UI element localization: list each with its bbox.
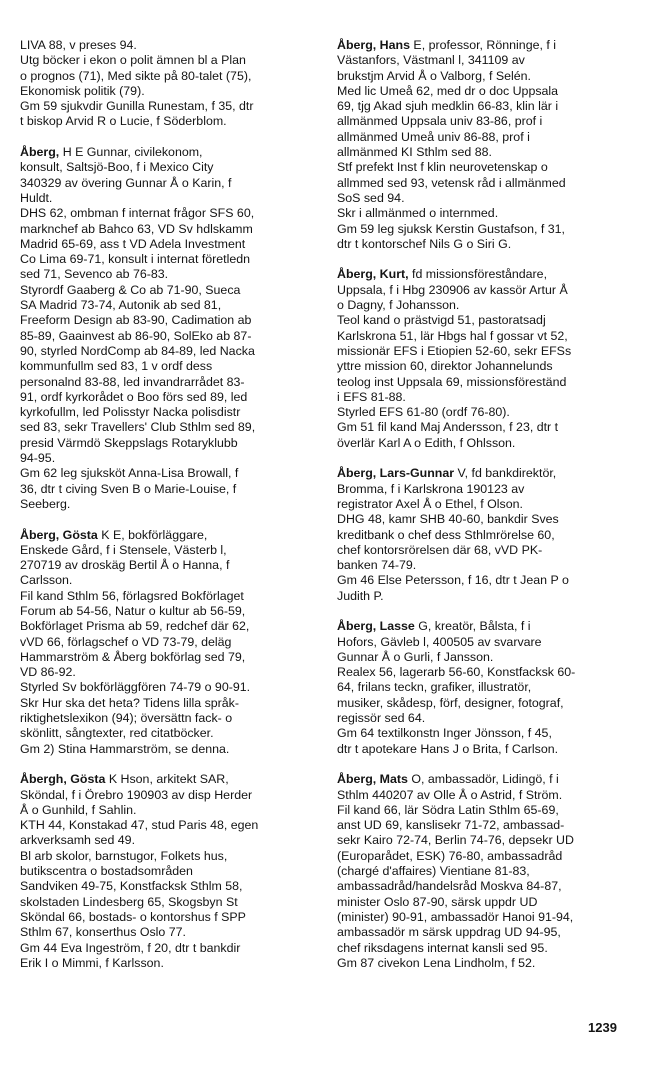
- person-name: Åberg, Lars-Gunnar: [337, 466, 455, 481]
- entry-heading: [337, 38, 633, 84]
- entry-paragraph: LIVA 88, v preses 94. Utg böcker i ekon o polit ämnen bl a Plan o prognos (71), Med sikte på 80-talet (75), Ekonomisk politik (79).: [20, 38, 252, 98]
- entry-paragraph: DHG 48, kamr SHB 40-60, bankdir Sves kreditbank o chef dess Sthlmrörelse 60, chef kontorsrörelsen där 68, vVD PK- banken 74-79.: [337, 512, 559, 573]
- entry-paragraph: Skr i allmänmed o internmed.: [337, 206, 499, 221]
- entry-paragraph: KTH 44, Konstakad 47, stud Paris 48, egen arkverksamh sed 49.: [20, 818, 259, 848]
- entry-paragraph: Teol kand o prästvigd 51, pastoratsadj Karlskrona 51, lär Hbgs hal f gossar vt 52, missionär EFS i Etiopien 52-60, sekr EFSs yttre mission 60, direktor Johannelunds teolog inst Uppsala 69, missionsföreständ i EFS 81-88.: [337, 313, 572, 404]
- biography-entry: [20, 145, 316, 512]
- person-name: Åberg,: [20, 145, 60, 160]
- biography-entry: [337, 619, 633, 757]
- entry-intro: G, kreatör, Bålsta, f i Hofors, Gävleb l, 400505 av svarvare Gunnar Å o Gurli, f Jansson.: [337, 619, 542, 664]
- entry-paragraph: Gm 44 Eva Ingeström, f 20, dtr t bankdir Erik I o Mimmi, f Karlsson.: [20, 940, 241, 970]
- entry-heading: [337, 772, 633, 803]
- person-name: Åberg, Hans: [337, 38, 410, 52]
- entry-paragraph: Fil kand 66, lär Södra Latin Sthlm 65-69, anst UD 69, kanslisekr 71-72, ambassad- sekr Kairo 72-74, Berlin 74-76, depsekr UD (Europarådet, ESK) 76-80, ambassadråd (chargé d'affaires) Vientiane 81-83, ambassadråd/handelsråd Moskva 84-87, minister Oslo 87-90, särsk uppdr UD (minister) 90-91, ambassadör Hanoi 91-94, ambassadör m särsk uppdrag UD 94-95, chef riksdagens internat kansli sed 95.: [337, 802, 574, 955]
- entry-paragraph: Gm 62 leg sjuksköt Anna-Lisa Browall, f 36, dtr t civing Sven B o Marie-Louise, f Seeberg.: [20, 466, 239, 511]
- entry-intro: K Hson, arkitekt SAR, Sköndal, f i Örebro 190903 av disp Herder Å o Gunhild, f Sahlin.: [20, 772, 253, 817]
- biography-entry: [337, 772, 633, 971]
- entry-intro: K E, bokförläggare, Enskede Gård, f i Stensele, Västerb l, 270719 av droskäg Bertil Å o Hanna, f Carlsson.: [20, 527, 230, 588]
- entry-paragraph: Gm 2) Stina Hammarström, se denna.: [20, 741, 230, 756]
- entry-paragraph: Gm 59 leg sjuksk Kerstin Gustafson, f 31, dtr t kontorschef Nils G o Siri G.: [337, 221, 565, 251]
- right-column: [337, 38, 633, 986]
- entry-paragraph: Gm 51 fil kand Maj Andersson, f 23, dtr t överlär Karl A o Edith, f Ohlsson.: [337, 420, 559, 450]
- entry-paragraph: Stf prefekt Inst f klin neurovetenskap o allmmed sed 93, vetensk råd i allmänmed SoS sed 94.: [337, 160, 566, 205]
- biography-entry: [337, 267, 633, 451]
- entry-intro: fd missionsföreståndare, Uppsala, f i Hbg 230906 av kassör Artur Å o Dagny, f Johansson.: [337, 267, 568, 313]
- left-column: [20, 38, 316, 986]
- person-name: Åbergh, Gösta: [20, 772, 106, 787]
- entry-intro: E, professor, Rönninge, f i Västanfors, Västmanl l, 341109 av brukstjm Arvid Å o Valborg, f Selén.: [337, 38, 556, 83]
- entry-intro: H E Gunnar, civilekonom, konsult, Saltsjö-Boo, f i Mexico City 340329 av övering Gunnar Å o Karin, f Huldt.: [20, 145, 232, 205]
- entry-paragraph: Styrordf Gaaberg & Co ab 71-90, Sueca SA Madrid 73-74, Autonik ab sed 81, Freeform Design ab 83-90, Cadimation ab 85-89, Gaainvest ab 86-90, SolEko ab 87- 90, styrled NordComp ab 84-89, led Nacka kommunfullm sed 83, 1 v ordf dess personalnd 83-88, led invandrarrådet 83- 91, ordf kyrkorådet o Boo förs sed 89, led kyrkofullm, led Polisstyr Nacka polisdistr sed 83, sekr Travellers' Club Sthlm sed 89, presid Värmdö Skeppslags Rotaryklubb 94-95.: [20, 282, 256, 466]
- entry-heading: [337, 619, 633, 665]
- page-number: 1239: [588, 1020, 617, 1035]
- person-name: Åberg, Kurt,: [337, 267, 409, 282]
- entry-paragraph: Bl arb skolor, barnstugor, Folkets hus, butikscentra o bostadsområden Sandviken 49-75, Konstfacksk Sthlm 58, skolstaden Lindesberg 65, Skogsbyn St Sköndal 66, bostads- o kontorshus f SPP Sthlm 67, konserthus Oslo 77.: [20, 848, 246, 940]
- entry-paragraph: Styrled Sv bokförläggfören 74-79 o 90-91. Skr Hur ska det heta? Tidens lilla språk- riktighetslexikon (94); översättn fack- o skönlitt, sångtexter, red citatböcker.: [20, 680, 251, 741]
- person-name: Åberg, Lasse: [337, 619, 415, 634]
- entry-intro: O, ambassadör, Lidingö, f i Sthlm 440207 av Olle Å o Astrid, f Ström.: [337, 772, 563, 802]
- entry-intro: V, fd bankdirektör, Bromma, f i Karlskrona 190123 av registrator Axel Å o Ethel, f Olson.: [337, 466, 557, 511]
- entry-paragraph: Gm 87 civekon Lena Lindholm, f 52.: [337, 955, 536, 970]
- entry-paragraph: Fil kand Sthlm 56, förlagsred Bokförlaget Forum ab 54-56, Natur o kultur ab 56-59, Bokförlaget Prisma ab 59, redchef där 62, vVD 66, förlagschef o VD 73-79, deläg Hammarström & Åberg bokförlag sed 79, VD 86-92.: [20, 588, 250, 680]
- biography-entry: [20, 772, 316, 971]
- entry-heading: [337, 466, 633, 512]
- entry-paragraph: Gm 64 textilkonstn Inger Jönsson, f 45, dtr t apotekare Hans J o Brita, f Carlson.: [337, 726, 559, 756]
- entry-heading: [20, 772, 316, 818]
- biography-entry: [20, 38, 316, 130]
- person-name: Åberg, Gösta: [20, 527, 98, 542]
- entry-paragraph: Med lic Umeå 62, med dr o doc Uppsala 69, tjg Akad sjuh medklin 66-83, klin lär i allmänmed Uppsala univ 83-86, prof i allmänmed Umeå univ 86-88, prof i allmänmed KI Sthlm sed 88.: [337, 83, 559, 160]
- entry-paragraph: Gm 59 sjukvdir Gunilla Runestam, f 35, dtr t biskop Arvid R o Lucie, f Söderblom.: [20, 99, 254, 129]
- entry-paragraph: Styrled EFS 61-80 (ordf 76-80).: [337, 405, 510, 420]
- entry-heading: [20, 145, 316, 206]
- entry-paragraph: Gm 46 Else Petersson, f 16, dtr t Jean P o Judith P.: [337, 573, 569, 603]
- biography-entry: [20, 528, 316, 757]
- person-name: Åberg, Mats: [337, 772, 408, 787]
- biography-entry: [337, 466, 633, 604]
- entry-paragraph: Realex 56, lagerarb 56-60, Konstfacksk 60- 64, frilans teckn, grafiker, illustratör, musiker, skådesp, förf, designer, fotograf, regissör sed 64.: [337, 665, 576, 726]
- biography-entry: [337, 38, 633, 252]
- entry-paragraph: DHS 62, ombman f internat frågor SFS 60, marknchef ab Bahco 63, VD Sv hdlskamm Madrid 65-69, ass t VD Adela Investment Co Lima 69-71, konsult i internat företledn sed 71, Sevenco ab 76-83.: [20, 206, 255, 282]
- entry-heading: [20, 528, 316, 589]
- entry-heading: [337, 267, 633, 313]
